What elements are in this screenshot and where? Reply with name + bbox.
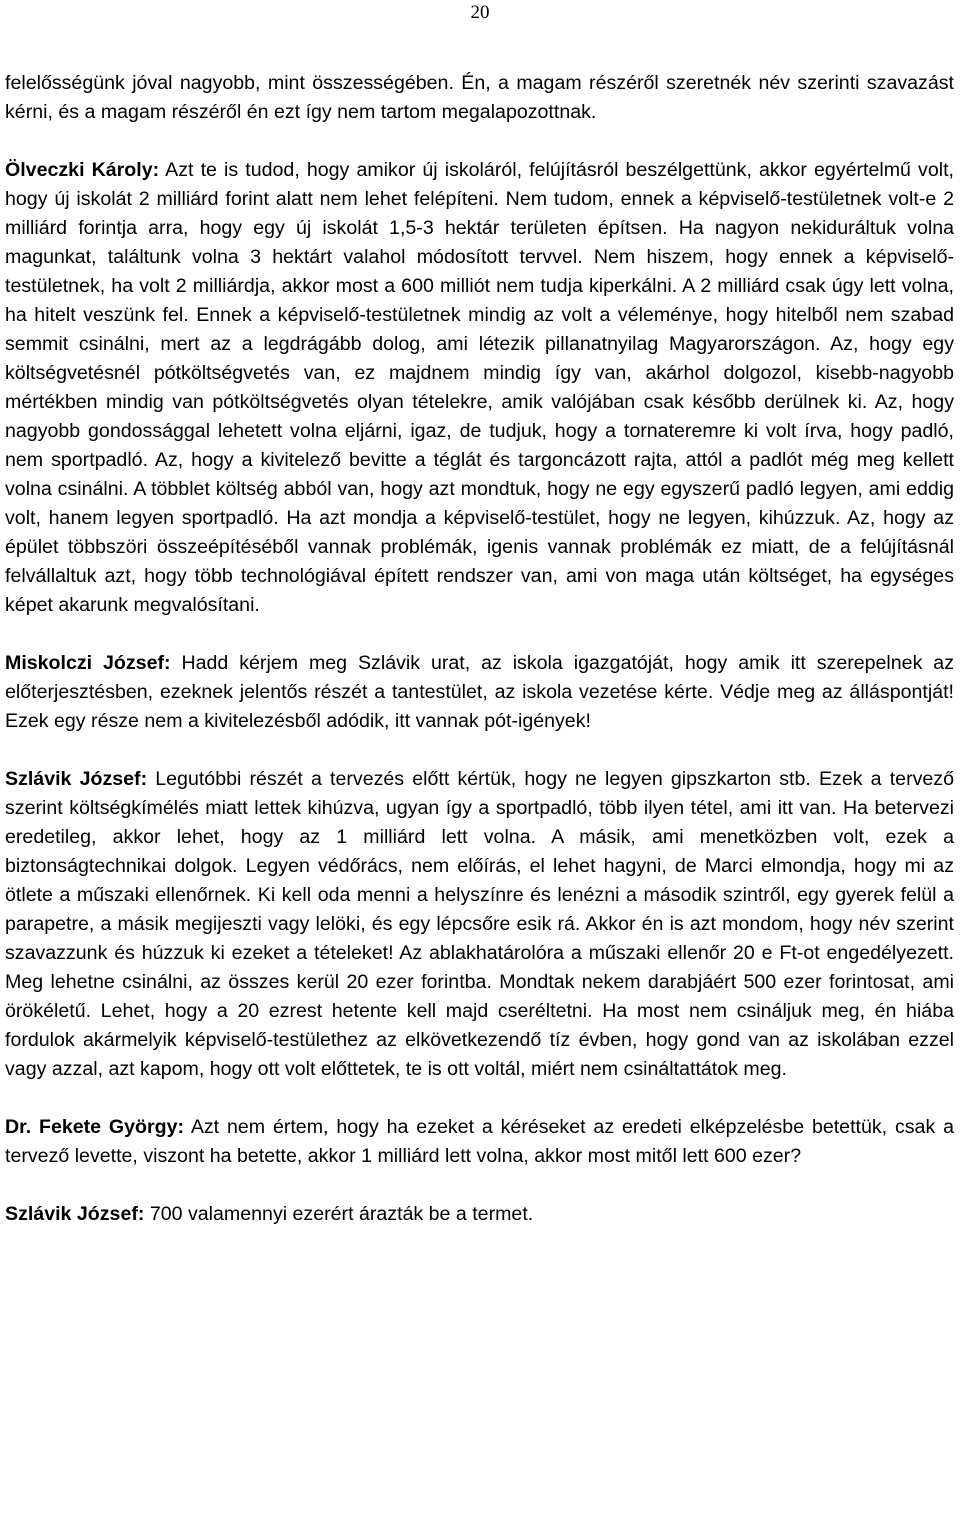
speaker-name: Miskolczi József: — [5, 652, 171, 674]
paragraph-olveczki — [5, 156, 954, 620]
paragraph-continuation — [5, 69, 954, 127]
document-body — [5, 69, 954, 1229]
speaker-name: Dr. Fekete György: — [5, 1116, 185, 1138]
paragraph-szlavik-2 — [5, 1200, 954, 1229]
speaker-name: Szlávik József: — [5, 768, 148, 790]
paragraph-text: Azt te is tudod, hogy amikor új iskoláról, felújításról beszélgettünk, akkor egyértelmű volt, hogy új iskolát 2 milliárd forint alatt nem lehet felépíteni. Nem tudom, ennek a képviselő-testületnek volt-e 2 milliárd forintja arra, hogy egy új iskolát 1,5-3 hektár területen építsen. Ha nagyon nekiduráltuk volna magunkat, találtunk volna 3 hektárt valahol módosított tervvel. Nem hiszem, hogy ennek a képviselő-testületnek, ha volt 2 milliárdja, akkor most a 600 milliót nem tudja kiperkálni. A 2 milliárd csak úgy lett volna, ha hitelt veszünk fel. Ennek a képviselő-testületnek mindig az volt a véleménye, hogy hitelből nem szabad semmit csinálni, mert az a legdrágább dolog, ami létezik pillanatnyilag Magyarországon. Az, hogy egy költségvetésnél pótköltségvetés van, ez majdnem mindig így van, akárhol dolgozol, kisebb-nagyobb mértékben mindig van pótköltségvetés olyan tételekre, amik valójában csak később derülnek ki. Az, hogy nagyobb gondossággal lehetett volna eljárni, igaz, de tudjuk, hogy a tornateremre ki volt írva, hogy padló, nem sportpadló. Az, hogy a kivitelező bevitte a téglát és targoncázott rajta, attól a padlót még meg kellett volna csinálni. A többlet költség abból van, hogy azt mondtuk, hogy ne egy egyszerű padló legyen, ami eddig volt, hanem legyen sportpadló. Ha azt mondja a képviselő-testület, hogy ne legyen, kihúzzuk. Az, hogy az épület többszöri összeépítéséből vannak problémák, igenis vannak problémák ez miatt, de a felújításnál felvállaltuk azt, hogy több technológiával épített rendszer van, ami von maga után költséget, ha egységes képet akarunk megvalósítani. — [5, 159, 954, 616]
paragraph-text: Hadd kérjem meg Szlávik urat, az iskola igazgatóját, hogy amik itt szerepelnek az előterjesztésben, ezeknek jelentős részét a tantestület, az iskola vezetése kérte. Védje meg az álláspontját! Ezek egy része nem a kivitelezésből adódik, itt vannak pót-igények! — [5, 652, 954, 732]
paragraph-szlavik-1 — [5, 765, 954, 1084]
paragraph-fekete — [5, 1113, 954, 1171]
paragraph-miskolczi — [5, 649, 954, 736]
speaker-name: Szlávik József: — [5, 1203, 145, 1225]
paragraph-text: felelősségünk jóval nagyobb, mint összességében. Én, a magam részéről szeretnék név szerinti szavazást kérni, és a magam részéről én ezt így nem tartom megalapozottnak. — [5, 72, 954, 123]
speaker-name: Ölveczki Károly: — [5, 159, 160, 181]
paragraph-text: Legutóbbi részét a tervezés előtt kértük, hogy ne legyen gipszkarton stb. Ezek a tervező szerint költségkímélés miatt lettek kihúzva, ugyan így a sportpadló, több ilyen tétel, ami itt van. Ha betervezi eredetileg, akkor lehet, hogy az 1 milliárd lett volna. A másik, ami menetközben volt, ezek a biztonságtechnikai dolgok. Legyen védőrács, nem előírás, el lehet hagyni, de Marci elmondja, hogy mi az ötlete a műszaki ellenőrnek. Ki kell oda menni a helyszínre és lenézni a második szintről, egy gyerek felül a parapetre, a másik megijeszti vagy lelöki, és egy lépcsőre esik rá. Akkor én is azt mondom, hogy név szerint szavazzunk és húzzuk ki ezeket a tételeket! Az ablakhatárolóra a műszaki ellenőr 20 e Ft-ot engedélyezett. Meg lehetne csinálni, az összes kerül 20 ezer forintba. Mondtak nekem darabjáért 500 ezer forintosat, ami örökéletű. Lehet, hogy a 20 ezrest hetente kell majd cseréltetni. Ha most nem csináljuk meg, én hiába fordulok akármelyik képviselő-testülethez az elkövetkezendő tíz évben, hogy gond van az iskolában ezzel vagy azzal, azt kapom, hogy ott volt előttetek, te is ott voltál, miért nem csináltattátok meg. — [5, 768, 954, 1080]
page-number: 20 — [470, 2, 490, 23]
paragraph-text: 700 valamennyi ezerért árazták be a termet. — [144, 1203, 534, 1225]
paragraph-text: Azt nem értem, hogy ha ezeket a kéréseket az eredeti elképzelésbe betettük, csak a tervező levette, viszont ha betette, akkor 1 milliárd lett volna, akkor most mitől lett 600 ezer? — [5, 1116, 954, 1167]
